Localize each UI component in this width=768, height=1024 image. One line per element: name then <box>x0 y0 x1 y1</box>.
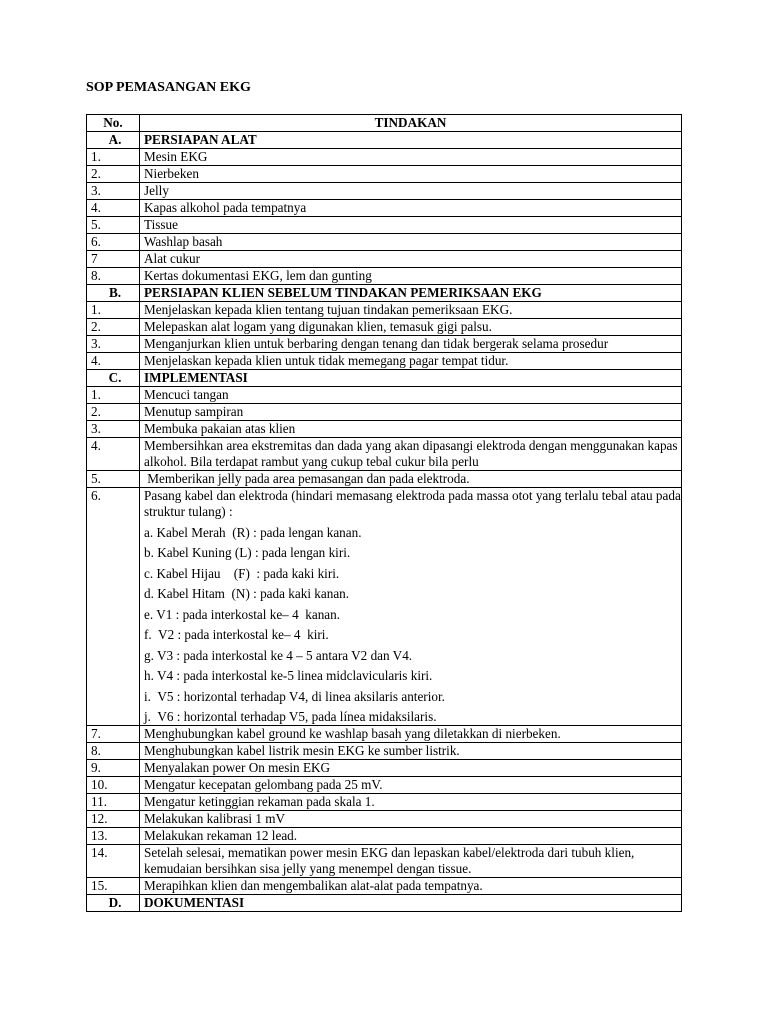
cable-step: g. V3 : pada interkostal ke 4 – 5 antara V2 dan V4. <box>144 647 413 663</box>
cable-step: d. Kabel Hitam (N) : pada kaki kanan. <box>144 586 350 601</box>
row-number: 6. <box>87 488 140 726</box>
row-number: C. <box>87 370 140 387</box>
row-action: Mencuci tangan <box>140 387 682 404</box>
section-row <box>87 370 682 387</box>
row-action: Merapihkan klien dan mengembalikan alat-alat pada tempatnya. <box>140 878 682 895</box>
row-number: 5. <box>87 471 140 488</box>
table-row <box>87 471 682 488</box>
row-action: Menyalakan power On mesin EKG <box>140 760 682 777</box>
row-action: Melakukan kalibrasi 1 mV <box>140 811 682 828</box>
row-number: 15. <box>87 878 140 895</box>
table-row <box>87 319 682 336</box>
row-action: Washlap basah <box>140 234 682 251</box>
sop-table <box>86 114 682 912</box>
row-action: Melakukan rekaman 12 lead. <box>140 828 682 845</box>
table-row <box>87 200 682 217</box>
table-row <box>87 760 682 777</box>
row-action: Menganjurkan klien untuk berbaring dengan tenang dan tidak bergerak selama prosedur <box>140 336 682 353</box>
table-row <box>87 251 682 268</box>
section-row <box>87 895 682 912</box>
row-action: Menghubungkan kabel listrik mesin EKG ke sumber listrik. <box>140 743 682 760</box>
section-heading: DOKUMENTASI <box>140 895 682 912</box>
cable-step: b. Kabel Kuning (L) : pada lengan kiri. <box>144 545 351 560</box>
page-title: SOP PEMASANGAN EKG <box>86 80 251 95</box>
table-row <box>87 794 682 811</box>
row-number: 14. <box>87 845 140 878</box>
row-action: Setelah selesai, mematikan power mesin EKG dan lepaskan kabel/elektroda dari tubuh klien, kemudaian bersihkan sisa jelly yang menempel dengan tissue. <box>140 845 682 878</box>
section-heading: IMPLEMENTASI <box>140 370 682 387</box>
table-row <box>87 777 682 794</box>
cable-placement-cell <box>140 488 682 726</box>
row-action: Mengatur ketinggian rekaman pada skala 1. <box>140 794 682 811</box>
row-number: 1. <box>87 302 140 319</box>
cable-step: i. V5 : horizontal terhadap V4, di linea aksilaris anterior. <box>144 688 445 704</box>
table-row <box>87 743 682 760</box>
row-number: 10. <box>87 777 140 794</box>
table-row <box>87 268 682 285</box>
row-number: 1. <box>87 149 140 166</box>
row-number: 9. <box>87 760 140 777</box>
table-header-row <box>87 115 682 132</box>
row-action: Mesin EKG <box>140 149 682 166</box>
row-action: Menghubungkan kabel ground ke washlap basah yang diletakkan di nierbeken. <box>140 726 682 743</box>
table-row <box>87 217 682 234</box>
row-number: 6. <box>87 234 140 251</box>
row-action: Menjelaskan kepada klien untuk tidak memegang pagar tempat tidur. <box>140 353 682 370</box>
table-row <box>87 828 682 845</box>
cable-step: h. V4 : pada interkostal ke-5 linea midclavicularis kiri. <box>144 668 433 683</box>
table-row <box>87 336 682 353</box>
row-number: D. <box>87 895 140 912</box>
row-number: 4. <box>87 200 140 217</box>
row-action: Kertas dokumentasi EKG, lem dan gunting <box>140 268 682 285</box>
row-number: 2. <box>87 404 140 421</box>
table-row <box>87 811 682 828</box>
row-action: Menjelaskan kepada klien tentang tujuan tindakan pemeriksaan EKG. <box>140 302 682 319</box>
row-action: Membuka pakaian atas klien <box>140 421 682 438</box>
table-row <box>87 149 682 166</box>
table-row <box>87 387 682 404</box>
row-action: Jelly <box>140 183 682 200</box>
section-heading: PERSIAPAN ALAT <box>140 132 682 149</box>
row-action: Membersihkan area ekstremitas dan dada yang akan dipasangi elektroda dengan menggunakan kapas alkohol. Bila terdapat rambut yang cukup tebal cukur bila perlu <box>140 438 682 471</box>
row-number: 8. <box>87 268 140 285</box>
cable-step: j. V6 : horizontal terhadap V5, pada línea midaksilaris. <box>144 709 437 724</box>
row-action: Menutup sampiran <box>140 404 682 421</box>
row-number: 7 <box>87 251 140 268</box>
table-row <box>87 234 682 251</box>
table-row <box>87 438 682 471</box>
row-action: Memberikan jelly pada area pemasangan dan pada elektroda. <box>140 471 682 488</box>
row-number: 3. <box>87 421 140 438</box>
row-number: 2. <box>87 319 140 336</box>
row-action: Pasang kabel dan elektroda (hindari memasang elektroda pada massa otot yang terlalu tebal atau pada struktur tulang) : <box>144 488 681 519</box>
row-number: 13. <box>87 828 140 845</box>
section-row <box>87 285 682 302</box>
cable-step: f. V2 : pada interkostal ke– 4 kiri. <box>144 627 329 642</box>
row-number: 3. <box>87 336 140 353</box>
table-row <box>87 845 682 878</box>
row-action: Nierbeken <box>140 166 682 183</box>
row-action: Melepaskan alat logam yang digunakan klien, temasuk gigi palsu. <box>140 319 682 336</box>
row-action: Tissue <box>140 217 682 234</box>
row-number: 5. <box>87 217 140 234</box>
row-action: Alat cukur <box>140 251 682 268</box>
row-number: 4. <box>87 438 140 471</box>
row-number: 7. <box>87 726 140 743</box>
cable-step: c. Kabel Hijau (F) : pada kaki kiri. <box>144 565 340 581</box>
table-row <box>87 488 682 726</box>
table-row <box>87 302 682 319</box>
row-number: A. <box>87 132 140 149</box>
header-no: No. <box>87 115 140 132</box>
row-number: 1. <box>87 387 140 404</box>
table-row <box>87 421 682 438</box>
row-number: 11. <box>87 794 140 811</box>
table-row <box>87 183 682 200</box>
cable-step: e. V1 : pada interkostal ke– 4 kanan. <box>144 606 341 622</box>
row-number: 12. <box>87 811 140 828</box>
table-row <box>87 353 682 370</box>
row-number: 4. <box>87 353 140 370</box>
section-row <box>87 132 682 149</box>
cable-step: a. Kabel Merah (R) : pada lengan kanan. <box>144 524 362 540</box>
table-row <box>87 404 682 421</box>
row-number: B. <box>87 285 140 302</box>
table-row <box>87 726 682 743</box>
table-row <box>87 878 682 895</box>
row-number: 3. <box>87 183 140 200</box>
row-number: 8. <box>87 743 140 760</box>
table-row <box>87 166 682 183</box>
section-heading: PERSIAPAN KLIEN SEBELUM TINDAKAN PEMERIKSAAN EKG <box>140 285 682 302</box>
row-number: 2. <box>87 166 140 183</box>
header-action: TINDAKAN <box>140 115 682 132</box>
row-action: Kapas alkohol pada tempatnya <box>140 200 682 217</box>
row-action: Mengatur kecepatan gelombang pada 25 mV. <box>140 777 682 794</box>
